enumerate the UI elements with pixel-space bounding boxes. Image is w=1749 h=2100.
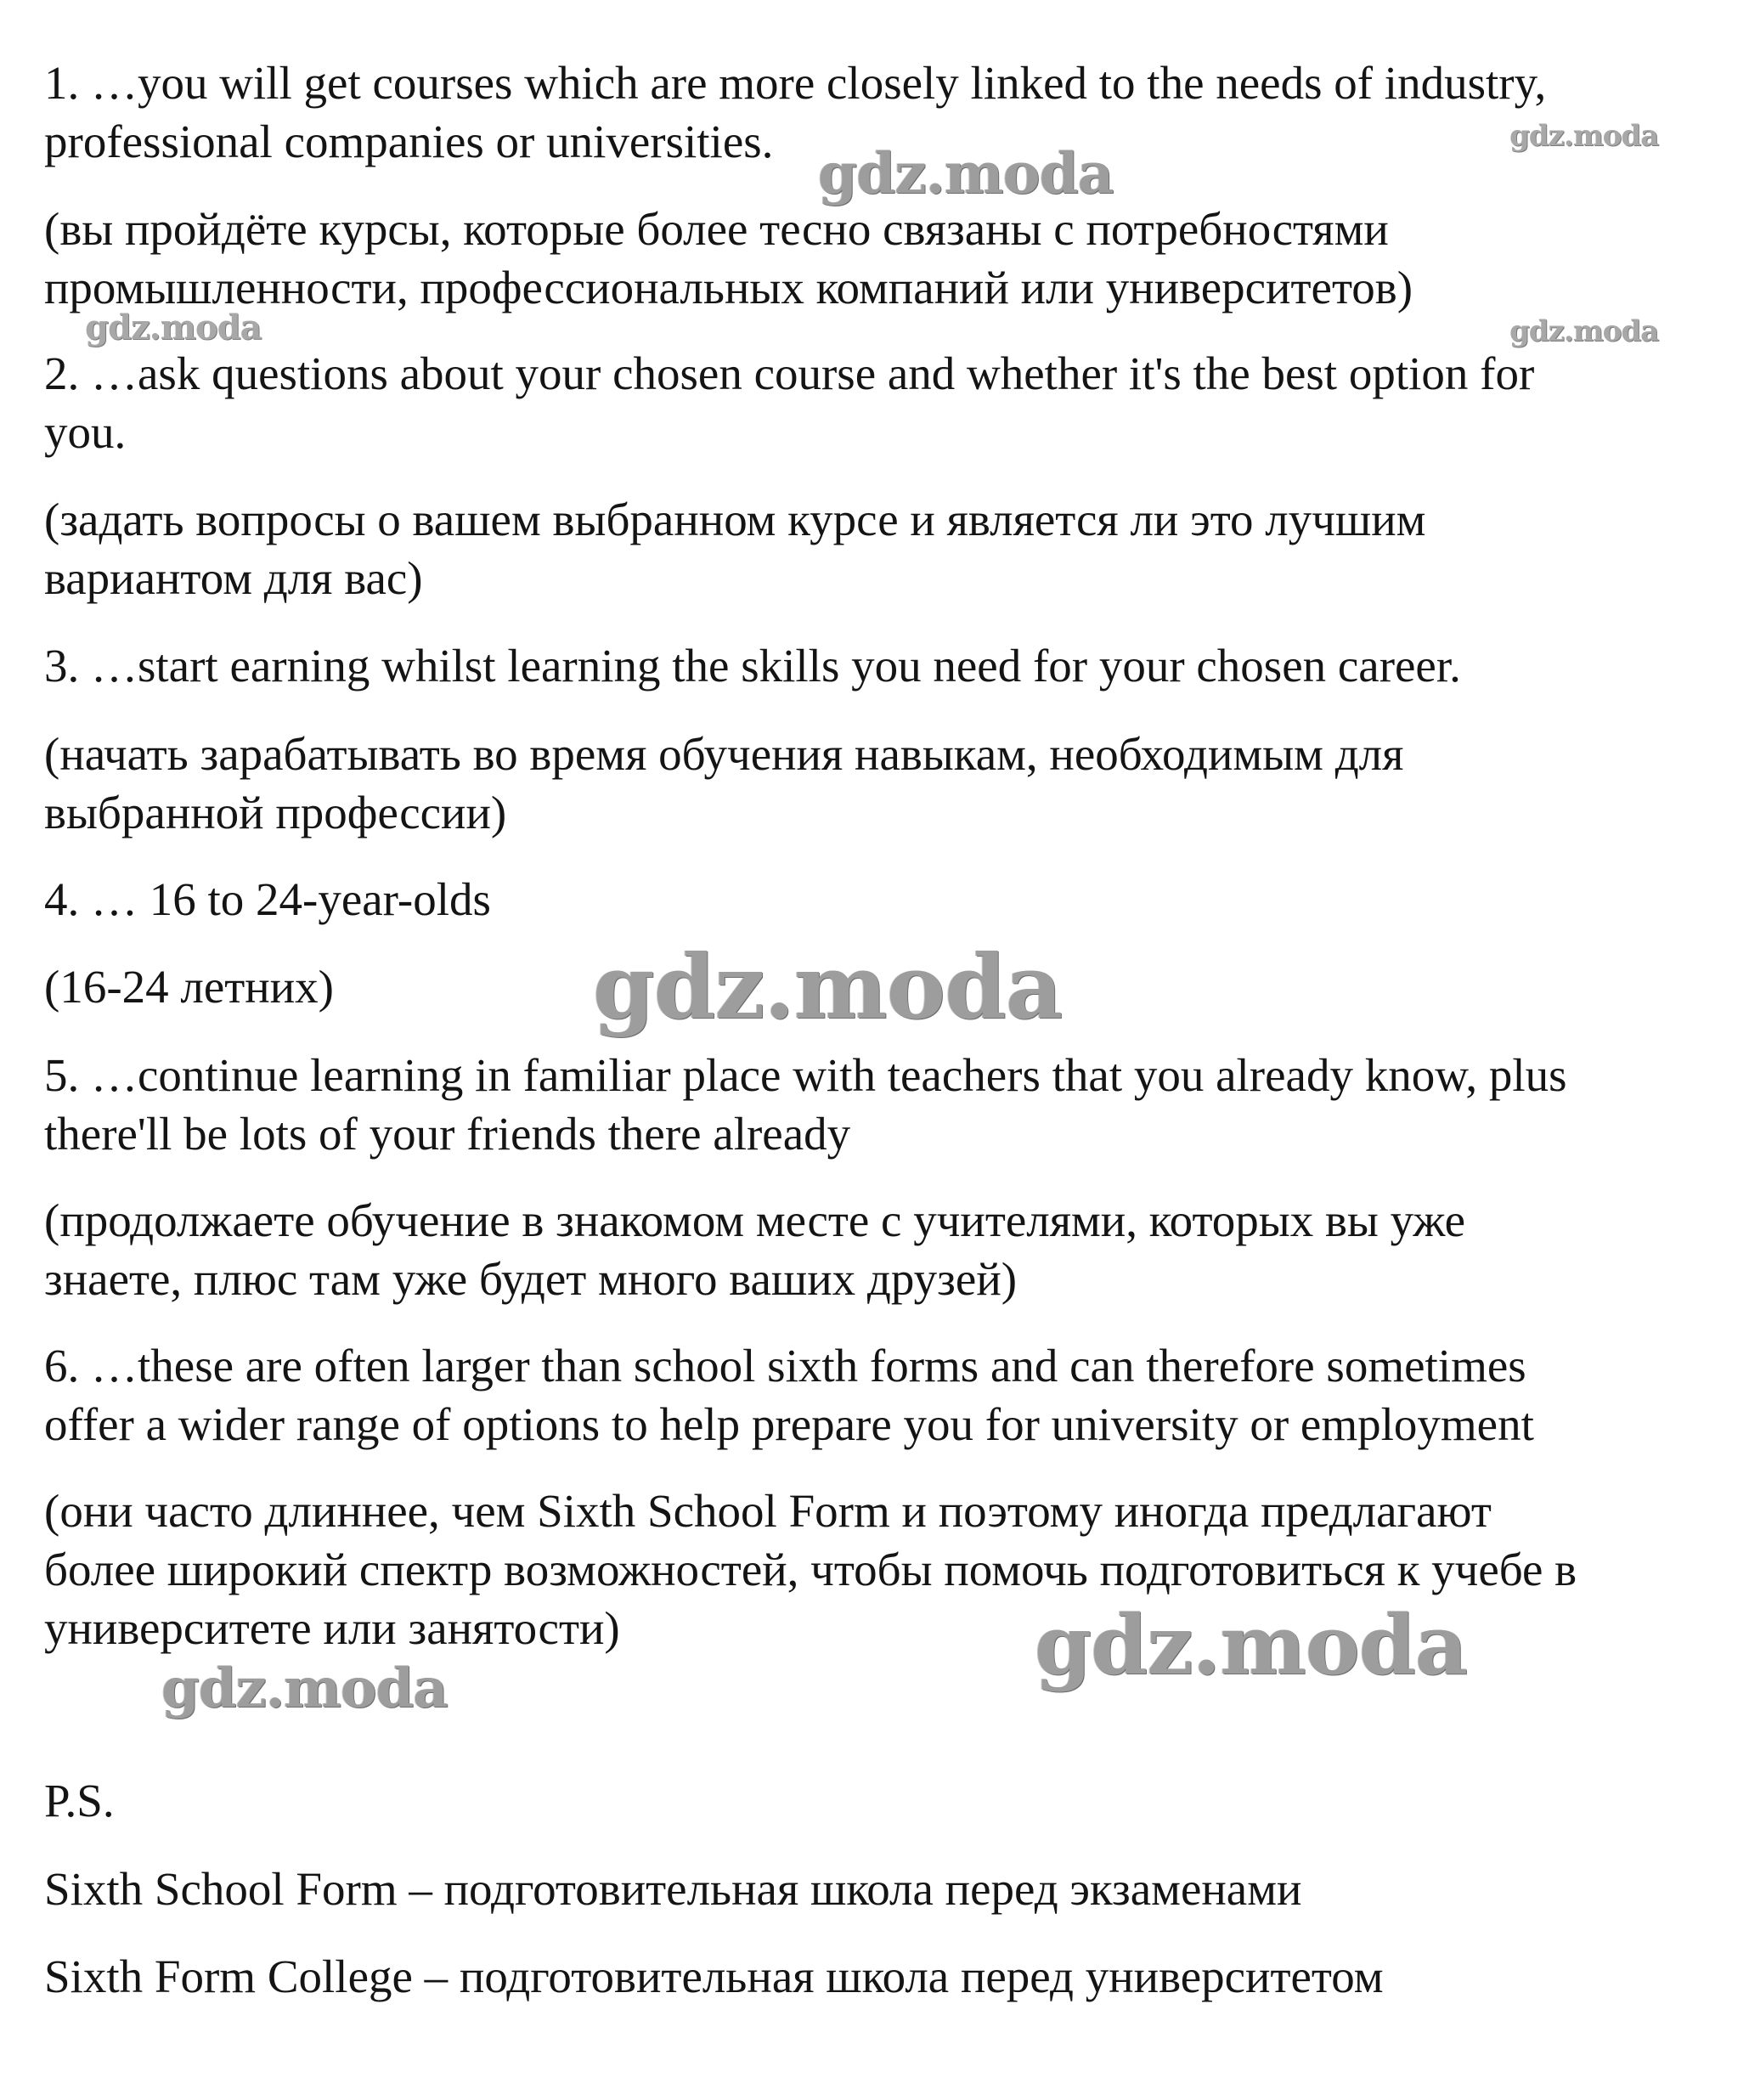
answer-1-russian — [44, 200, 1709, 317]
text-line: (продолжаете обучение в знакомом месте с учителями, которых вы уже — [44, 1194, 1466, 1246]
answer-6-english — [44, 1336, 1709, 1454]
text-line: offer a wider range of options to help prepare you for university or employment — [44, 1398, 1534, 1450]
ps-heading — [44, 1771, 1709, 1830]
watermark-logo: gdz.moda — [1509, 314, 1659, 348]
text-line: professional companies or universities. — [44, 116, 774, 167]
text-line: выбранной профессии) — [44, 787, 507, 838]
text-line: промышленности, профессиональных компаний или университетов) — [44, 262, 1413, 313]
answer-3-english — [44, 636, 1709, 695]
text-line: 5. …continue learning in familiar place with teachers that you already know, plus — [44, 1049, 1567, 1101]
answer-4-english — [44, 870, 1709, 929]
text-line: более широкий спектр возможностей, чтобы помочь подготовиться к учебе в — [44, 1544, 1577, 1595]
watermark-logo: gdz.moda — [85, 308, 262, 347]
text-line: P.S. — [44, 1775, 115, 1826]
text-line: 2. …ask questions about your chosen course and whether it's the best option for — [44, 347, 1535, 399]
answer-2-russian — [44, 490, 1709, 607]
text-line: (вы пройдёте курсы, которые более тесно связаны с потребностями — [44, 203, 1389, 255]
text-line: 6. …these are often larger than school sixth forms and can therefore sometimes — [44, 1340, 1526, 1392]
text-line: 4. … 16 to 24-year-olds — [44, 873, 491, 925]
text-line: вариантом для вас) — [44, 552, 423, 604]
watermark-logo: gdz.moda — [818, 140, 1114, 206]
text-line: университете или занятости) — [44, 1602, 620, 1654]
text-line: 1. …you will get courses which are more closely linked to the needs of industry, — [44, 57, 1547, 109]
watermark-logo: gdz.moda — [1509, 119, 1659, 153]
answer-3-russian — [44, 725, 1709, 842]
watermark-logo: gdz.moda — [161, 1657, 448, 1720]
text-line: 3. …start earning whilst learning the skills you need for your chosen career. — [44, 640, 1461, 692]
answer-5-russian — [44, 1191, 1709, 1308]
text-line: you. — [44, 406, 127, 458]
text-line: (начать зарабатывать во время обучения навыкам, необходимым для — [44, 728, 1404, 780]
text-line: Sixth Form College – подготовительная школа перед университетом — [44, 1950, 1384, 2002]
answer-5-english — [44, 1046, 1709, 1163]
ps-note-sixth-school-form — [44, 1860, 1709, 1918]
watermark-logo: gdz.moda — [1035, 1597, 1468, 1693]
text-line: (задать вопросы о вашем выбранном курсе и является ли это лучшим — [44, 494, 1426, 545]
answer-2-english — [44, 344, 1709, 461]
text-line: (они часто длиннее, чем Sixth School Form и поэтому иногда предлагают — [44, 1485, 1492, 1537]
watermark-logo: gdz.moda — [593, 934, 1063, 1039]
ps-note-sixth-form-college — [44, 1947, 1709, 2006]
text-line: (16-24 летних) — [44, 961, 334, 1013]
text-line: there'll be lots of your friends there already — [44, 1108, 851, 1160]
text-line: знаете, плюс там уже будет много ваших друзей) — [44, 1253, 1018, 1305]
text-line: Sixth School Form – подготовительная школа перед экзаменами — [44, 1863, 1302, 1915]
